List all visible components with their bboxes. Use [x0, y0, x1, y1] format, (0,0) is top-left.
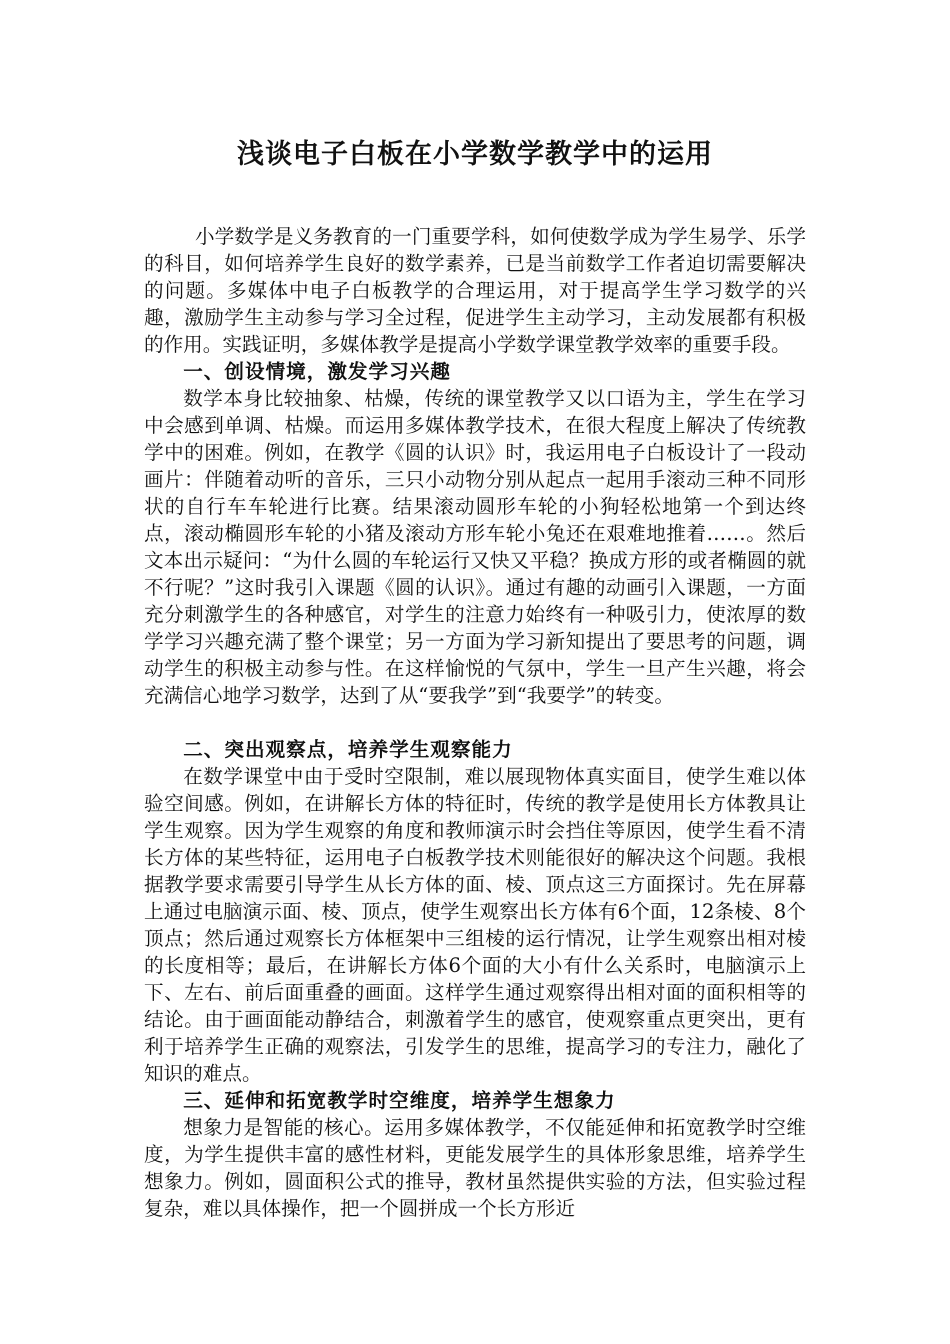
document-body: [144, 223, 806, 1222]
section-paragraph: 在数学课堂中由于受时空限制，难以展现物体真实面目，使学生难以体验空间感。例如，在讲解长方体的特征时，传统的教学是使用长方体教具让学生观察。因为学生观察的角度和教师演示时会挡住等原因，使学生看不清长方体的某些特征，运用电子白板教学技术则能很好的解决这个问题。我根据教学要求需要引导学生从长方体的面、棱、顶点这三方面探讨。先在屏幕上通过电脑演示面、棱、顶点，使学生观察出长方体有6个面，12条棱、8个顶点；然后通过观察长方体框架中三组棱的运行情况，让学生观察出相对棱的长度相等；最后，在讲解长方体6个面的大小有什么关系时，电脑演示上下、左右、前后面重叠的画面。这样学生通过观察得出相对面的面积相等的结论。由于画面能动静结合，刺激着学生的感官，使观察重点更突出，更有利于培养学生正确的观察法，引发学生的思维，提高学习的专注力，融化了知识的难点。: [144, 765, 806, 1085]
document-title: 浅谈电子白板在小学数学教学中的运用: [237, 139, 713, 170]
paragraph-gap: [144, 709, 806, 736]
section-paragraph: 数学本身比较抽象、枯燥，传统的课堂教学又以口语为主，学生在学习中会感到单调、枯燥。而运用多媒体教学技术，在很大程度上解决了传统教学中的困难。例如，在教学《圆的认识》时，我运用电子白板设计了一段动画片：伴随着动听的音乐，三只小动物分别从起点一起用手滚动三种不同形状的自行车车轮进行比赛。结果滚动圆形车轮的小狗轻松地第一个到达终点，滚动椭圆形车轮的小猪及滚动方形车轮小兔还在艰难地推着……。然后文本出示疑问：“为什么圆的车轮运行又快又平稳？换成方形的或者椭圆的就不行呢？”这时我引入课题《圆的认识》。通过有趣的动画引入课题，一方面充分刺激学生的各种感官，对学生的注意力始终有一种吸引力，使浓厚的数学学习兴趣充满了整个课堂；另一方面为学习新知提出了要思考的问题，调动学生的积极主动参与性。在这样愉悦的气氛中，学生一旦产生兴趣，将会充满信心地学习数学，达到了从“要我学”到“我要学”的转变。: [144, 387, 806, 707]
section-heading: 二、突出观察点，培养学生观察能力: [183, 738, 513, 761]
intro-paragraph: 小学数学是义务教育的一门重要学科，如何使数学成为学生易学、乐学的科目，如何培养学生良好的数学素养，已是当前数学工作者迫切需要解决的问题。多媒体中电子白板教学的合理运用，对于提高学生学习数学的兴趣，激励学生主动参与学习全过程，促进学生主动学习，主动发展都有积极的作用。实践证明，多媒体教学是提高小学数学课堂教学效率的重要手段。: [144, 225, 806, 356]
section-paragraph: 想象力是智能的核心。运用多媒体教学，不仅能延伸和拓宽教学时空维度，为学生提供丰富的感性材料，更能发展学生的具体形象思维，培养学生想象力。例如，圆面积公式的推导，教材虽然提供实验的方法，但实验过程复杂，难以具体操作，把一个圆拼成一个长方形近: [144, 1116, 806, 1220]
section-heading: 三、延伸和拓宽教学时空维度，培养学生想象力: [183, 1089, 616, 1112]
section-heading: 一、创设情境，激发学习兴趣: [183, 360, 451, 383]
